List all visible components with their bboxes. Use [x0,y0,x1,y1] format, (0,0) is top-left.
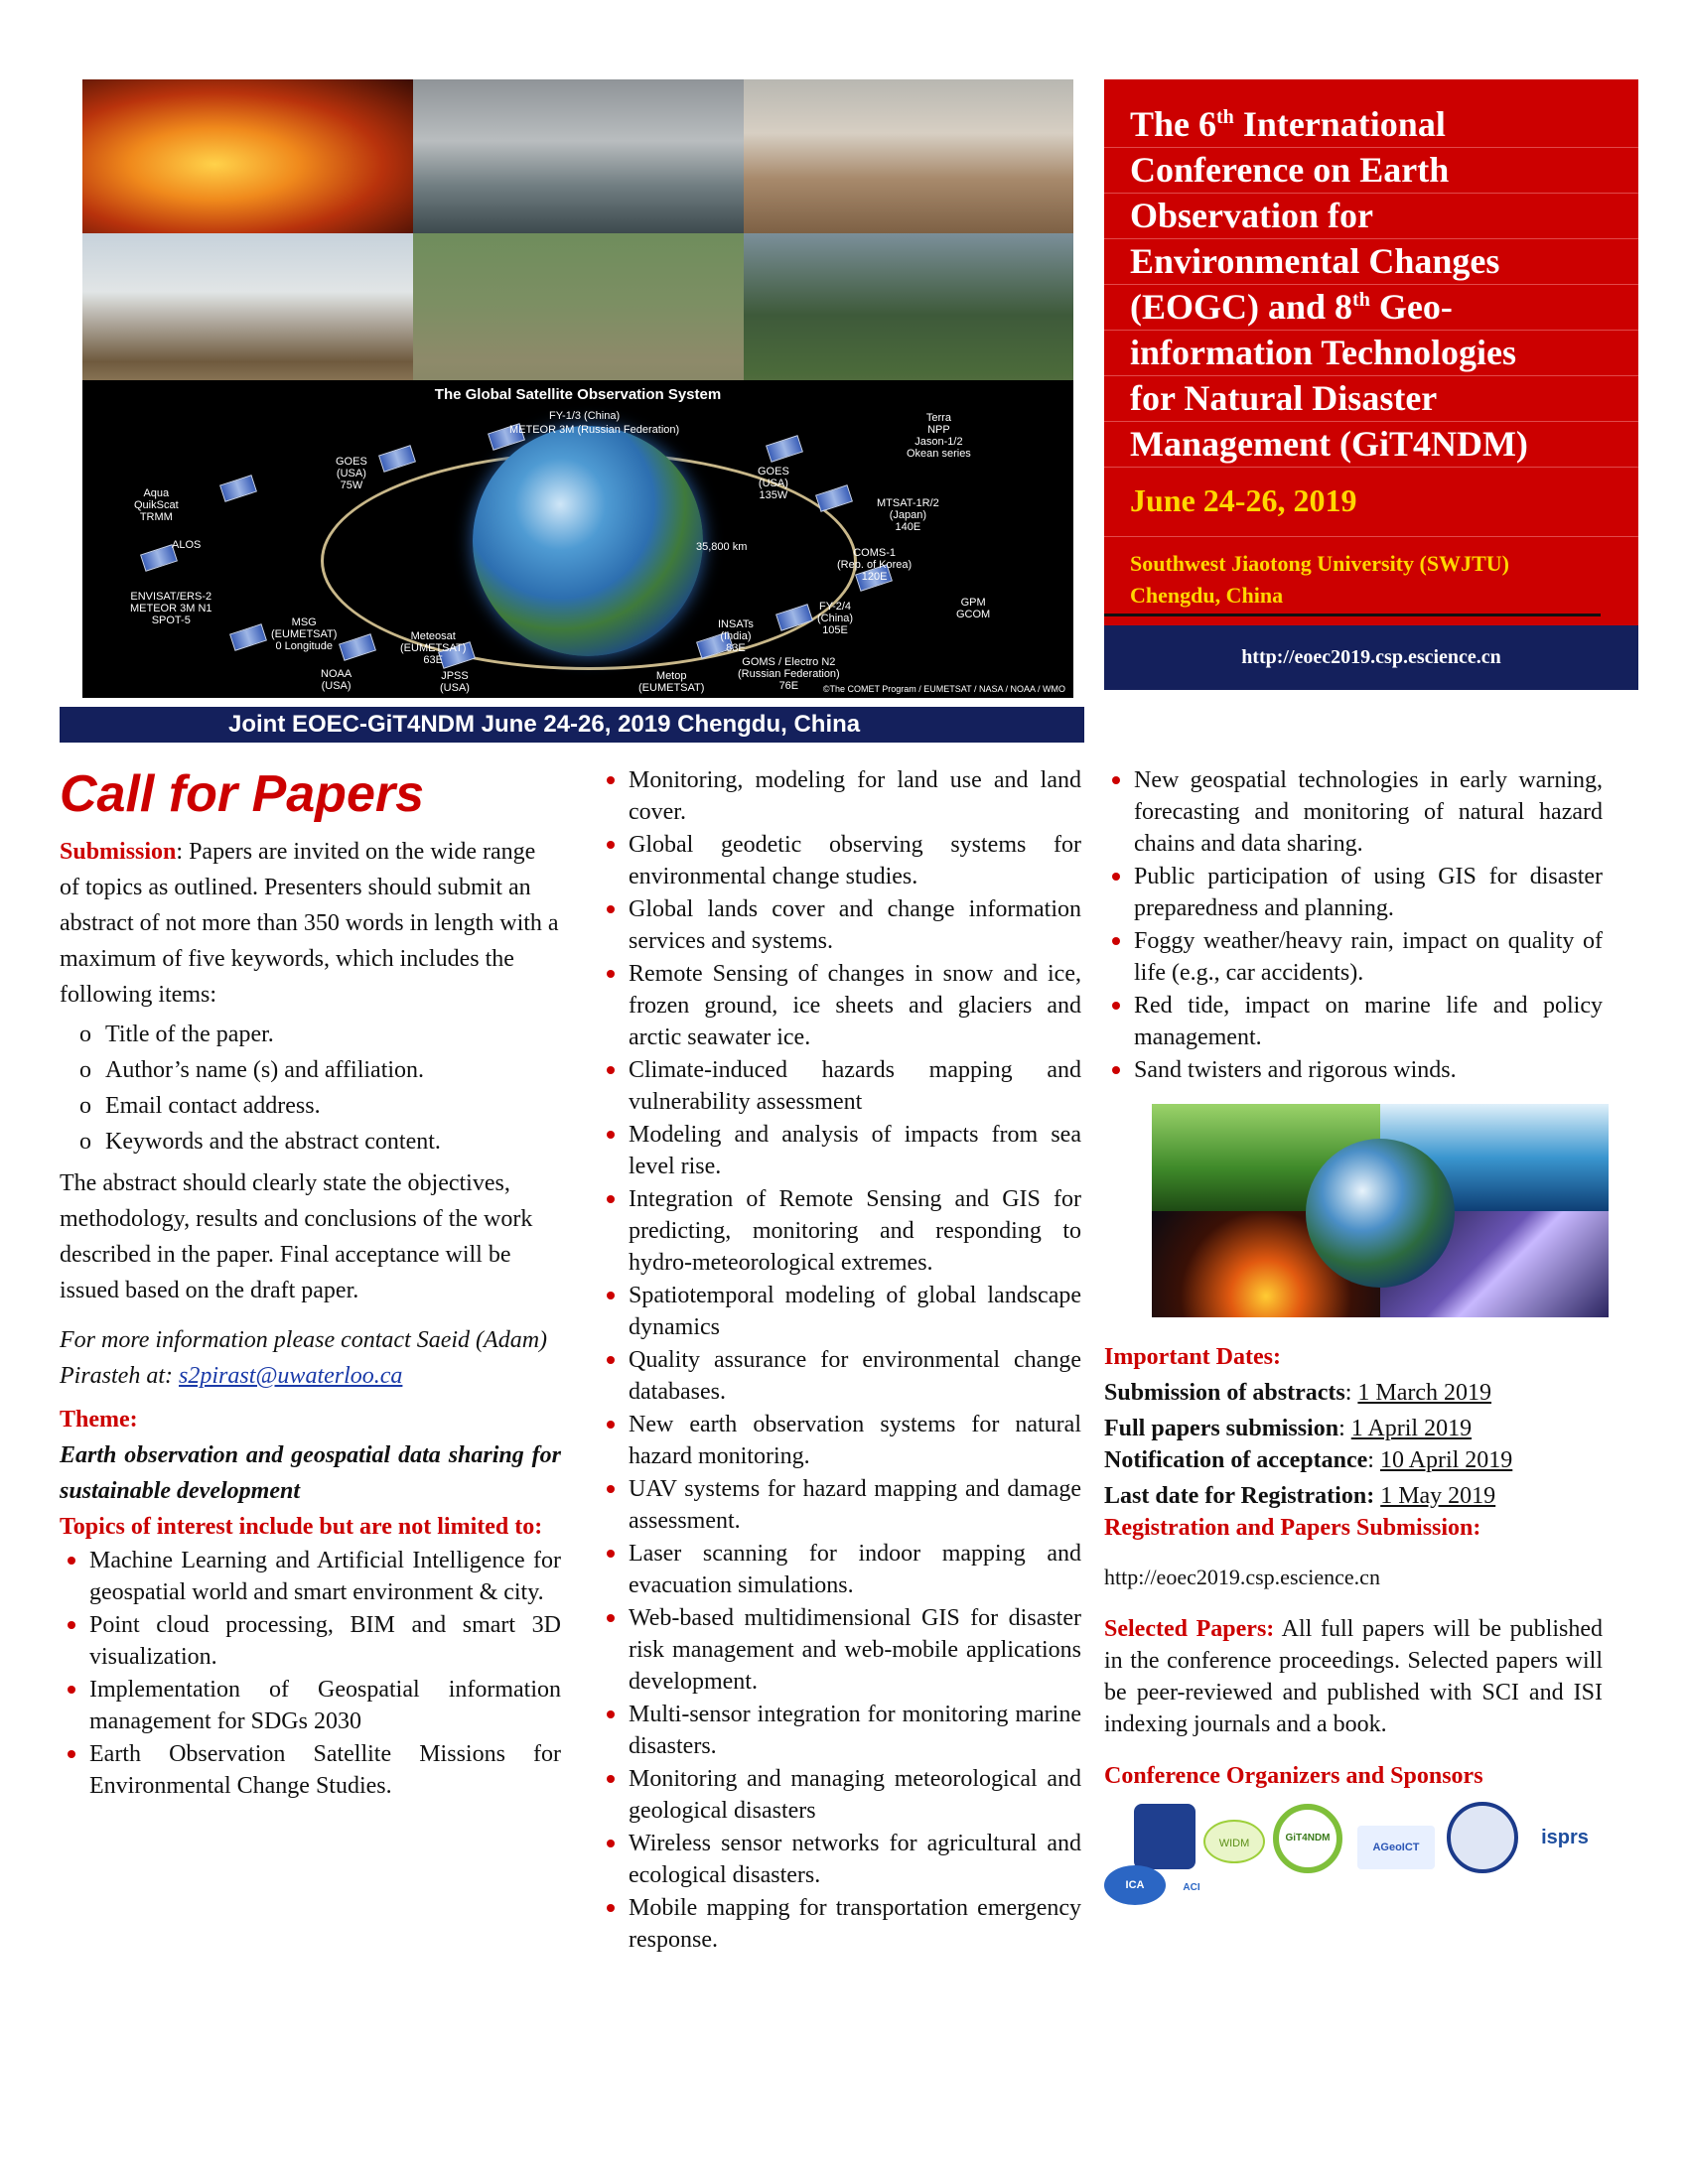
satellite-label: FY-2/4 (China) 105E [817,601,854,636]
list-item: Spatiotemporal modeling of global landscape dynamics [599,1280,1081,1343]
list-item: Implementation of Geospatial information management for SDGs 2030 [60,1674,561,1737]
list-item: New earth observation systems for natural hazard monitoring. [599,1409,1081,1472]
wildfire-photo [82,79,413,233]
divider [1104,467,1638,468]
satellite-label: METEOR 3M (Russian Federation) [509,424,680,436]
conference-title-box [1104,79,1638,625]
list-item: Monitoring, modeling for land use and land cover. [599,764,1081,828]
satellite-icon [219,475,257,502]
satellite-label: GPM GCOM [956,597,991,620]
satellite-icon [766,435,803,463]
drought-photo [744,79,1073,233]
storm-surge-photo [413,79,744,233]
list-item: o Author’s name (s) and affiliation. [79,1052,561,1088]
satellite-label: Terra NPP Jason-1/2 Okean series [907,412,971,460]
list-item: Climate-induced hazards mapping and vulnerability assessment [599,1054,1081,1118]
list-item: Machine Learning and Artificial Intelligence for geospatial world and smart environment & city. [60,1545,561,1608]
column-right [1104,764,1603,1904]
column-middle [599,764,1081,1957]
earth-image [1306,1139,1455,1288]
satellite-label: Meteosat (EUMETSAT) 63E [400,630,467,666]
list-item: Monitoring and managing meteorological and geological disasters [599,1763,1081,1827]
list-item: Integration of Remote Sensing and GIS for predicting, monitoring and responding to hydro-meteorological extremes. [599,1183,1081,1279]
git4ndm-logo: GiT4NDM [1273,1804,1342,1873]
submission-paragraph: Submission: Papers are invited on the wide range of topics as outlined. Presenters should submit an abstract of not more than 350 words in length with a maximum of five keywords, which includes the following items: [60,839,559,1008]
list-item: o Keywords and the abstract content. [79,1124,561,1160]
list-item: Earth Observation Satellite Missions for Environmental Change Studies. [60,1738,561,1802]
list-item: Mobile mapping for transportation emergency response. [599,1892,1081,1956]
list-item: Global geodetic observing systems for environmental change studies. [599,829,1081,892]
satellite-label: INSATs (India) 83E [718,618,754,654]
satellite-label: ENVISAT/ERS-2 METEOR 3M N1 SPOT-5 [130,591,212,626]
satellite-label: FY-1/3 (China) [549,410,621,422]
ica-logo: ICA [1104,1865,1166,1905]
list-item: Laser scanning for indoor mapping and evacuation simulations. [599,1538,1081,1601]
list-item: Red tide, impact on marine life and policy management. [1104,990,1603,1053]
satellite-label: COMS-1 (Rep. of Korea) 120E [837,547,913,583]
divider [1104,536,1638,537]
topics-list [1104,764,1603,1086]
list-item: Modeling and analysis of impacts from sea level rise. [599,1119,1081,1182]
list-item: Multi-sensor integration for monitoring marine disasters. [599,1699,1081,1762]
theme-label: Theme: [60,1407,138,1433]
satellite-label: Aqua QuikScat TRMM [134,487,179,523]
divider [1104,614,1601,616]
ageoict-logo: AGeoICT [1357,1826,1435,1869]
satellite-label: NOAA (USA) [321,668,352,692]
satellite-label: Metop (EUMETSAT) [638,670,705,694]
conference-title: The 6th International Conference on Earth Observation for Environmental Changes (EOGC) and 8th Geo- information Technologies for Natural Disaster Management (GiT4NDM) [1130,104,1528,464]
image-credit: ©The COMET Program / EUMETSAT / NASA / NOAA / WMO [822,684,1065,694]
contact-info: For more information please contact Saeid (Adam) Pirasteh at: s2pirast@uwaterloo.ca [60,1327,548,1389]
topics-list [60,1545,561,1802]
list-item: Quality assurance for environmental change databases. [599,1344,1081,1408]
satellite-icon [339,633,376,661]
satellite-label: GOES (USA) 75W [336,456,367,491]
topics-label: Topics of interest include but are not limited to: [60,1514,543,1540]
satellite-icon [815,484,853,512]
conference-url[interactable]: http://eoec2019.csp.escience.cn [1104,625,1638,690]
list-item: UAV systems for hazard mapping and damage assessment. [599,1473,1081,1537]
nature-collage-image [1152,1104,1609,1317]
list-item: o Title of the paper. [79,1017,561,1052]
satellite-label: MSG (EUMETSAT) 0 Longitude [271,616,338,652]
isprs-logo: isprs [1529,1818,1601,1857]
list-item: Global lands cover and change information services and systems. [599,893,1081,957]
satellite-icon [229,623,267,651]
list-item: Foggy weather/heavy rain, impact on quality of life (e.g., car accidents). [1104,925,1603,989]
satellite-diagram-title: The Global Satellite Observation System [434,386,722,403]
registration-url[interactable]: http://eoec2019.csp.escience.cn [1104,1565,1380,1589]
list-item: Sand twisters and rigorous winds. [1104,1054,1603,1086]
contact-email-link[interactable]: s2pirast@uwaterloo.ca [179,1363,403,1389]
abstract-note: The abstract should clearly state the objectives, methodology, results and conclusions of the work described in the paper. Final acceptance will be issued based on the draft paper. [60,1170,533,1303]
swjtu-logo [1134,1804,1196,1869]
date-row: Full papers submission: 1 April 2019 [1104,1416,1473,1441]
abstract-items-list [79,1017,561,1160]
aci-logo: ACI [1170,1875,1213,1901]
important-dates-label: Important Dates: [1104,1344,1281,1370]
satellite-system-diagram [82,380,1073,698]
list-item: Wireless sensor networks for agricultural and ecological disasters. [599,1828,1081,1891]
conference-venue: Southwest Jiaotong University (SWJTU) Chengdu, China [1130,551,1509,608]
earth-globe [473,426,703,656]
list-item: Remote Sensing of changes in snow and ice, frozen ground, ice sheets and glaciers and arctic seawater ice. [599,958,1081,1053]
satellite-label: ALOS [172,539,202,551]
widm-logo: WIDM [1203,1820,1265,1863]
satellite-label: GOES (USA) 135W [758,466,789,501]
event-banner: Joint EOEC-GiT4NDM June 24-26, 2019 Chengdu, China [60,707,1084,743]
list-item: Public participation of using GIS for disaster preparedness and planning. [1104,861,1603,924]
selected-papers-paragraph: Selected Papers: All full papers will be published in the conference proceedings. Selected papers will be peer-reviewed and published with SCI and ISI indexing journals and a book. [1104,1616,1604,1737]
satellite-label: JPSS (USA) [440,670,470,694]
date-row: Last date for Registration: 1 May 2019 [1104,1483,1496,1509]
registration-label: Registration and Papers Submission: [1104,1515,1481,1541]
list-item: New geospatial technologies in early warning, forecasting and monitoring of natural hazard chains and data sharing. [1104,764,1603,860]
list-item: o Email contact address. [79,1088,561,1124]
orbit-distance-label: 35,800 km [696,541,748,553]
page-title: Call for Papers [60,765,425,823]
satellite-icon [378,445,416,473]
conference-dates: June 24-26, 2019 [1130,482,1357,518]
date-row: Notification of acceptance: 10 April 2019 [1104,1447,1513,1473]
satellite-label: MTSAT-1R/2 (Japan) 140E [877,497,939,533]
list-item: Point cloud processing, BIM and smart 3D visualization. [60,1609,561,1673]
satellite-label: GOMS / Electro N2 (Russian Federation) 76E [738,656,840,692]
date-row: Submission of abstracts: 1 March 2019 [1104,1380,1492,1406]
list-item: Web-based multidimensional GIS for disaster risk management and web-mobile applications development. [599,1602,1081,1698]
column-left [60,764,561,1803]
topics-list [599,764,1081,1956]
sponsors-label: Conference Organizers and Sponsors [1104,1763,1483,1789]
theme-text: Earth observation and geospatial data sharing for sustainable development [60,1442,561,1504]
header-photo-collage [82,79,1073,698]
university-seal-logo [1447,1802,1518,1873]
sponsor-logos [1104,1800,1603,1904]
